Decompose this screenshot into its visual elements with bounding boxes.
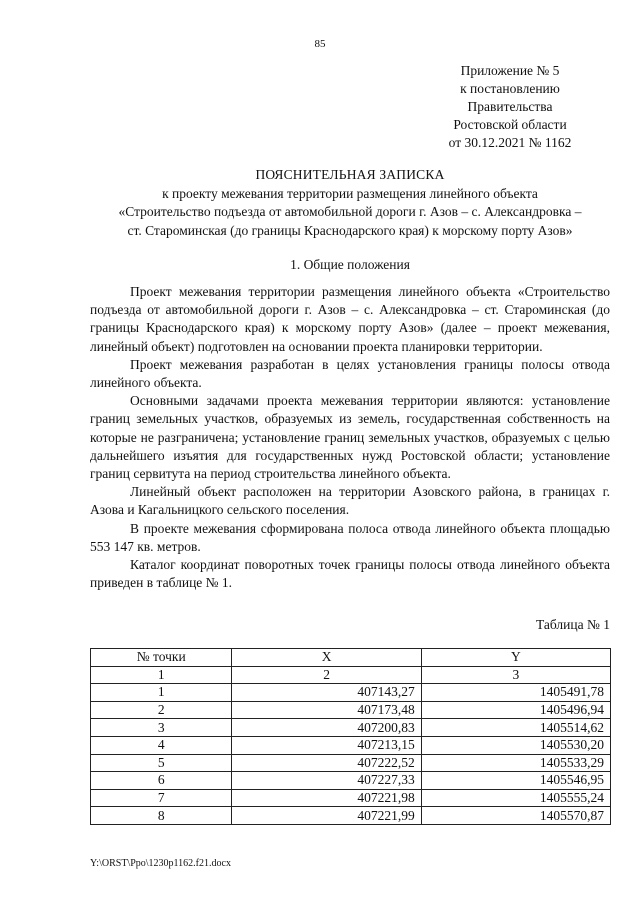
table-cell: 5 bbox=[91, 754, 232, 772]
column-header-point: № точки bbox=[91, 649, 232, 667]
appendix-line: Ростовской области bbox=[453, 117, 567, 132]
table-cell: 6 bbox=[91, 772, 232, 790]
document-title bbox=[60, 166, 640, 240]
table-cell: 2 bbox=[91, 701, 232, 719]
table-cell: 407200,83 bbox=[232, 719, 421, 737]
paragraph: Основными задачами проекта межевания территории являются: установление границ земельных участков, образуемых из земель, государственная собственность на которые не разграничена; установление границ земельных участков, образуемых с целью дальнейшего изъятия для государственных нужд Ростовской области; установление границ сервитута на период строительства линейного объекта. bbox=[90, 393, 610, 482]
table-cell: 407222,52 bbox=[232, 754, 421, 772]
table-cell: 1405514,62 bbox=[421, 719, 610, 737]
table-cell: 4 bbox=[91, 736, 232, 754]
table-cell: 1405555,24 bbox=[421, 789, 610, 807]
column-header-y: Y bbox=[421, 649, 610, 667]
table-row bbox=[91, 719, 611, 737]
paragraph: Проект межевания территории размещения линейного объекта «Строительство подъезда от автомобильной дороги г. Азов – с. Александровка – ст. Староминская (до границы Краснодарского края) к морскому порту Азов» (далее – проект межевания, линейный объект) подготовлен на основании проекта планировки территории. bbox=[90, 284, 610, 354]
appendix-block bbox=[430, 62, 590, 152]
column-header-x: X bbox=[232, 649, 421, 667]
table-index-row bbox=[91, 666, 611, 684]
paragraph: Линейный объект расположен на территории Азовского района, в границах г. Азова и Кагальницкого сельского поселения. bbox=[90, 484, 610, 518]
appendix-line: Правительства bbox=[467, 99, 553, 114]
table-cell: 407227,33 bbox=[232, 772, 421, 790]
table-cell: 1405533,29 bbox=[421, 754, 610, 772]
footer-file-path: Y:\ORST\Ppo\1230p1162.f21.docx bbox=[90, 858, 231, 869]
table-cell: 1405496,94 bbox=[421, 701, 610, 719]
table-row bbox=[91, 701, 611, 719]
document-title-line: ст. Староминская (до границы Краснодарского края) к морскому порту Азов» bbox=[127, 222, 573, 238]
table-row bbox=[91, 807, 611, 825]
table-cell: 1405491,78 bbox=[421, 684, 610, 702]
table-cell: 8 bbox=[91, 807, 232, 825]
table-cell: 1405546,95 bbox=[421, 772, 610, 790]
table-row bbox=[91, 789, 611, 807]
table-row bbox=[91, 684, 611, 702]
table-cell: 407173,48 bbox=[232, 701, 421, 719]
table-cell: 1405530,20 bbox=[421, 736, 610, 754]
table-row bbox=[91, 754, 611, 772]
appendix-line: Приложение № 5 bbox=[460, 63, 560, 78]
table-caption: Таблица № 1 bbox=[536, 617, 610, 632]
table-cell: 407221,98 bbox=[232, 789, 421, 807]
table-cell: 1 bbox=[91, 684, 232, 702]
appendix-line: к постановлению bbox=[460, 81, 560, 96]
body-text bbox=[90, 283, 610, 592]
table-row bbox=[91, 736, 611, 754]
table-cell: 7 bbox=[91, 789, 232, 807]
section-heading: 1. Общие положения bbox=[290, 257, 410, 272]
paragraph: В проекте межевания сформирована полоса отвода линейного объекта площадью 553 147 кв. метров. bbox=[90, 520, 610, 554]
appendix-line: от 30.12.2021 № 1162 bbox=[448, 135, 572, 150]
table-cell: 3 bbox=[421, 666, 610, 684]
document-title-line: к проекту межевания территории размещения линейного объекта bbox=[162, 185, 538, 201]
page-number: 85 bbox=[314, 38, 326, 50]
table-header-row bbox=[91, 649, 611, 667]
table-row bbox=[91, 772, 611, 790]
table-cell: 407213,15 bbox=[232, 736, 421, 754]
paragraph: Каталог координат поворотных точек границы полосы отвода линейного объекта приведен в таблице № 1. bbox=[90, 557, 610, 591]
table-cell: 1 bbox=[91, 666, 232, 684]
table-cell: 407143,27 bbox=[232, 684, 421, 702]
coordinates-table bbox=[90, 648, 611, 825]
paragraph: Проект межевания разработан в целях установления границы полосы отвода линейного объекта. bbox=[90, 356, 610, 391]
document-title-main: ПОЯСНИТЕЛЬНАЯ ЗАПИСКА bbox=[255, 167, 445, 182]
table-cell: 1405570,87 bbox=[421, 807, 610, 825]
table-cell: 2 bbox=[232, 666, 421, 684]
document-title-line: «Строительство подъезда от автомобильной дороги г. Азов – с. Александровка – bbox=[118, 204, 582, 219]
table-cell: 407221,99 bbox=[232, 807, 421, 825]
table-cell: 3 bbox=[91, 719, 232, 737]
